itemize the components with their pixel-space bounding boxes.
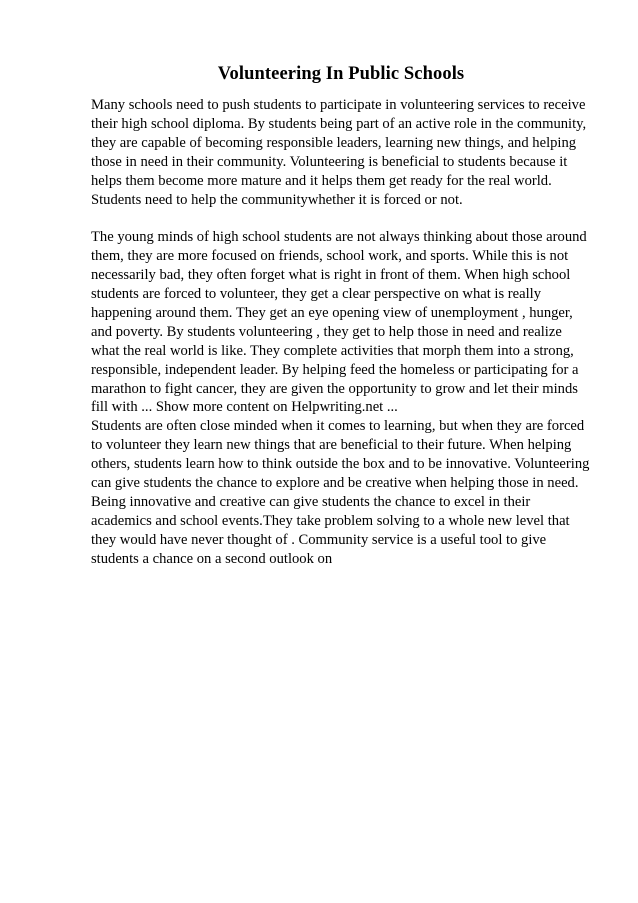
text-line: they are capable of becoming responsible leaders, learning new things, and helping xyxy=(91,134,577,151)
text-line: marathon to fight cancer, they are given the opportunity to grow and let their minds xyxy=(91,380,578,397)
document-page xyxy=(91,62,591,569)
text-line: and poverty. By students volunteering , they get to help those in need and realize xyxy=(91,323,562,340)
text-line: they would have never thought of . Community service is a useful tool to give xyxy=(91,531,547,548)
text-line: students are forced to volunteer, they get a clear perspective on what is really xyxy=(91,286,542,303)
text-line: happening around them. They get an eye opening view of unemployment , hunger, xyxy=(91,304,573,321)
text-line: Students are often close minded when it comes to learning, but when they are forced xyxy=(91,418,585,435)
text-line: helps them become more mature and it helps them get ready for the real world. xyxy=(91,172,552,189)
text-line: their high school diploma. By students being part of an active role in the community, xyxy=(91,115,587,132)
paragraph-gap xyxy=(91,209,591,228)
text-line: Many schools need to push students to participate in volunteering services to receive xyxy=(91,97,586,113)
text-line: to volunteer they learn new things that are beneficial to their future. When helping xyxy=(91,437,572,454)
text-line: Students need to help the communitywhether it is forced or not. xyxy=(91,191,463,208)
text-line: necessarily bad, they often forget what is right in front of them. When high school xyxy=(91,267,571,284)
text-line: The young minds of high school students are not always thinking about those around xyxy=(91,229,587,246)
text-line: can give students the chance to explore and be creative when helping those in need. xyxy=(91,475,579,492)
text-line: those in need in their community. Volunteering is beneficial to students because it xyxy=(91,153,568,170)
document-title: Volunteering In Public Schools xyxy=(217,64,465,84)
document-body xyxy=(91,96,591,569)
text-line: academics and school events.They take problem solving to a whole new level that xyxy=(91,512,570,529)
text-line: fill with ... Show more content on Helpwriting.net ... xyxy=(91,399,398,416)
text-line: Being innovative and creative can give students the chance to excel in their xyxy=(91,494,531,511)
text-line: students a chance on a second outlook on xyxy=(91,550,333,567)
text-line: responsible, independent leader. By helping feed the homeless or participating for a xyxy=(91,361,579,378)
text-line: them, they are more focused on friends, school work, and sports. While this is not xyxy=(91,248,569,265)
text-line: others, students learn how to think outside the box and to be innovative. Volunteering xyxy=(91,456,590,473)
text-line: what the real world is like. They complete activities that morph them into a strong, xyxy=(91,342,574,359)
